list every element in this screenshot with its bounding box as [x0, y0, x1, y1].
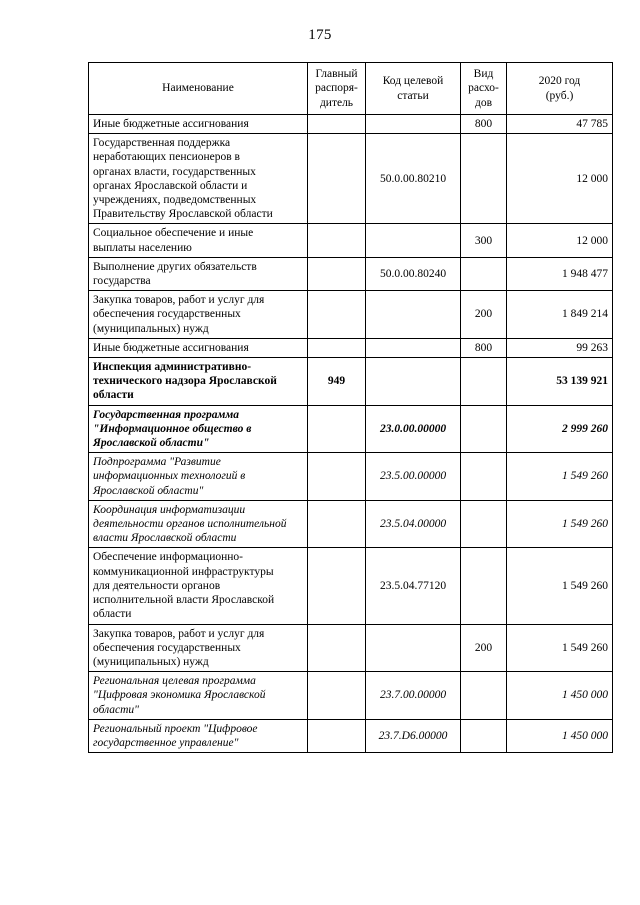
cell-code [366, 358, 461, 406]
cell-amount: 1 450 000 [507, 719, 613, 752]
cell-name: Региональная целевая программа "Цифровая экономика Ярославской области" [89, 672, 308, 720]
cell-amount: 47 785 [507, 115, 613, 134]
table-row [89, 257, 613, 290]
budget-table [88, 62, 613, 753]
header-code: Код целевой статьи [366, 63, 461, 115]
cell-admin [308, 134, 366, 224]
cell-name: Государственная поддержка неработающих пенсионеров в органах власти, государственных органах Ярославской области и учреждениях, подведомственных Правительству Ярославской области [89, 134, 308, 224]
cell-code [366, 624, 461, 672]
table-row [89, 358, 613, 406]
cell-admin [308, 624, 366, 672]
cell-name: Закупка товаров, работ и услуг для обеспечения государственных (муниципальных) нужд [89, 624, 308, 672]
header-type: Вид расхо- дов [461, 63, 507, 115]
cell-name: Выполнение других обязательств государства [89, 257, 308, 290]
cell-admin [308, 257, 366, 290]
cell-name: Инспекция административно- технического надзора Ярославской области [89, 358, 308, 406]
table-row [89, 719, 613, 752]
cell-code: 23.0.00.00000 [366, 405, 461, 453]
table-row [89, 338, 613, 357]
cell-amount: 1 549 260 [507, 453, 613, 501]
cell-amount: 1 549 260 [507, 624, 613, 672]
table-row [89, 115, 613, 134]
cell-type: 200 [461, 624, 507, 672]
cell-admin [308, 338, 366, 357]
header-admin: Главный распоря- дитель [308, 63, 366, 115]
cell-type: 800 [461, 338, 507, 357]
cell-amount: 12 000 [507, 224, 613, 257]
cell-name: Региональный проект "Цифровое государственное управление" [89, 719, 308, 752]
cell-amount: 2 999 260 [507, 405, 613, 453]
table-header-row [89, 63, 613, 115]
cell-type: 200 [461, 291, 507, 339]
table-row [89, 224, 613, 257]
cell-code [366, 115, 461, 134]
cell-code [366, 338, 461, 357]
cell-name: Иные бюджетные ассигнования [89, 338, 308, 357]
cell-amount: 1 450 000 [507, 672, 613, 720]
cell-amount: 1 549 260 [507, 500, 613, 548]
cell-name: Социальное обеспечение и иные выплаты населению [89, 224, 308, 257]
cell-amount: 1 549 260 [507, 548, 613, 624]
cell-amount: 12 000 [507, 134, 613, 224]
cell-code: 23.5.04.77120 [366, 548, 461, 624]
cell-admin: 949 [308, 358, 366, 406]
cell-admin [308, 453, 366, 501]
cell-type: 300 [461, 224, 507, 257]
cell-name: Подпрограмма "Развитие информационных технологий в Ярославской области" [89, 453, 308, 501]
cell-code [366, 291, 461, 339]
table-row [89, 548, 613, 624]
cell-type [461, 358, 507, 406]
cell-name: Государственная программа "Информационное общество в Ярославской области" [89, 405, 308, 453]
cell-code: 50.0.00.80240 [366, 257, 461, 290]
cell-type [461, 719, 507, 752]
cell-type [461, 257, 507, 290]
cell-admin [308, 405, 366, 453]
table-row [89, 134, 613, 224]
cell-type [461, 500, 507, 548]
table-row [89, 405, 613, 453]
table-row [89, 500, 613, 548]
cell-code: 23.7.D6.00000 [366, 719, 461, 752]
cell-code: 23.7.00.00000 [366, 672, 461, 720]
cell-amount: 99 263 [507, 338, 613, 357]
cell-admin [308, 672, 366, 720]
header-amount: 2020 год (руб.) [507, 63, 613, 115]
cell-type [461, 134, 507, 224]
cell-name: Координация информатизации деятельности органов исполнительной власти Ярославской области [89, 500, 308, 548]
cell-amount: 1 948 477 [507, 257, 613, 290]
table-row [89, 672, 613, 720]
cell-admin [308, 719, 366, 752]
cell-type [461, 672, 507, 720]
table-row [89, 624, 613, 672]
cell-type [461, 548, 507, 624]
cell-name: Закупка товаров, работ и услуг для обеспечения государственных (муниципальных) нужд [89, 291, 308, 339]
cell-admin [308, 224, 366, 257]
cell-code: 50.0.00.80210 [366, 134, 461, 224]
table-row [89, 453, 613, 501]
cell-type: 800 [461, 115, 507, 134]
cell-name: Иные бюджетные ассигнования [89, 115, 308, 134]
cell-type [461, 453, 507, 501]
cell-amount: 1 849 214 [507, 291, 613, 339]
cell-admin [308, 291, 366, 339]
cell-type [461, 405, 507, 453]
cell-admin [308, 548, 366, 624]
cell-code: 23.5.04.00000 [366, 500, 461, 548]
cell-admin [308, 500, 366, 548]
cell-admin [308, 115, 366, 134]
cell-amount: 53 139 921 [507, 358, 613, 406]
table-row [89, 291, 613, 339]
header-name: Наименование [89, 63, 308, 115]
page-number: 175 [308, 27, 332, 43]
cell-code [366, 224, 461, 257]
cell-name: Обеспечение информационно- коммуникационной инфраструктуры для деятельности органов исполнительной власти Ярославской области [89, 548, 308, 624]
table-body [89, 115, 613, 753]
cell-code: 23.5.00.00000 [366, 453, 461, 501]
